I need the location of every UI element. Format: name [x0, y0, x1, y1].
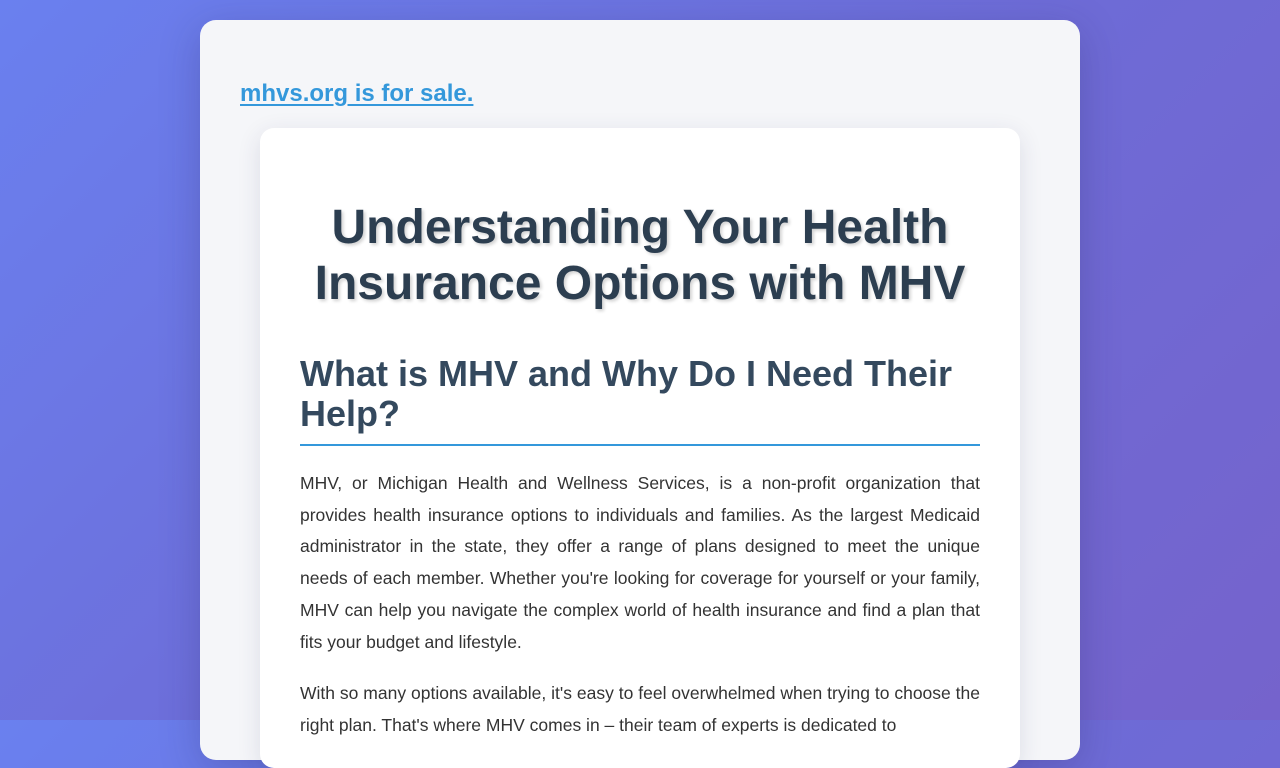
paragraph: With so many options available, it's easy to feel overwhelmed when trying to choose the right plan. That's where MHV comes in – their team of experts is dedicated to — [300, 683, 980, 735]
article-card — [260, 128, 1020, 768]
domain-for-sale-link[interactable]: mhvs.org is for sale. — [240, 80, 474, 107]
section-heading: What is MHV and Why Do I Need Their Help? — [300, 354, 980, 446]
page-title: Understanding Your Health Insurance Options with MHV — [314, 201, 966, 310]
outer-card — [200, 20, 1080, 760]
paragraph: MHV, or Michigan Health and Wellness Services, is a non-profit organization that provides health insurance options to individuals and families. As the largest Medicaid administrator in the state, they offer a range of plans designed to meet the unique needs of each member. Whether you're looking for coverage for yourself or your family, MHV can help you navigate the complex world of health insurance and find a plan that fits your budget and lifestyle. — [300, 473, 980, 652]
article-content — [260, 200, 1020, 742]
